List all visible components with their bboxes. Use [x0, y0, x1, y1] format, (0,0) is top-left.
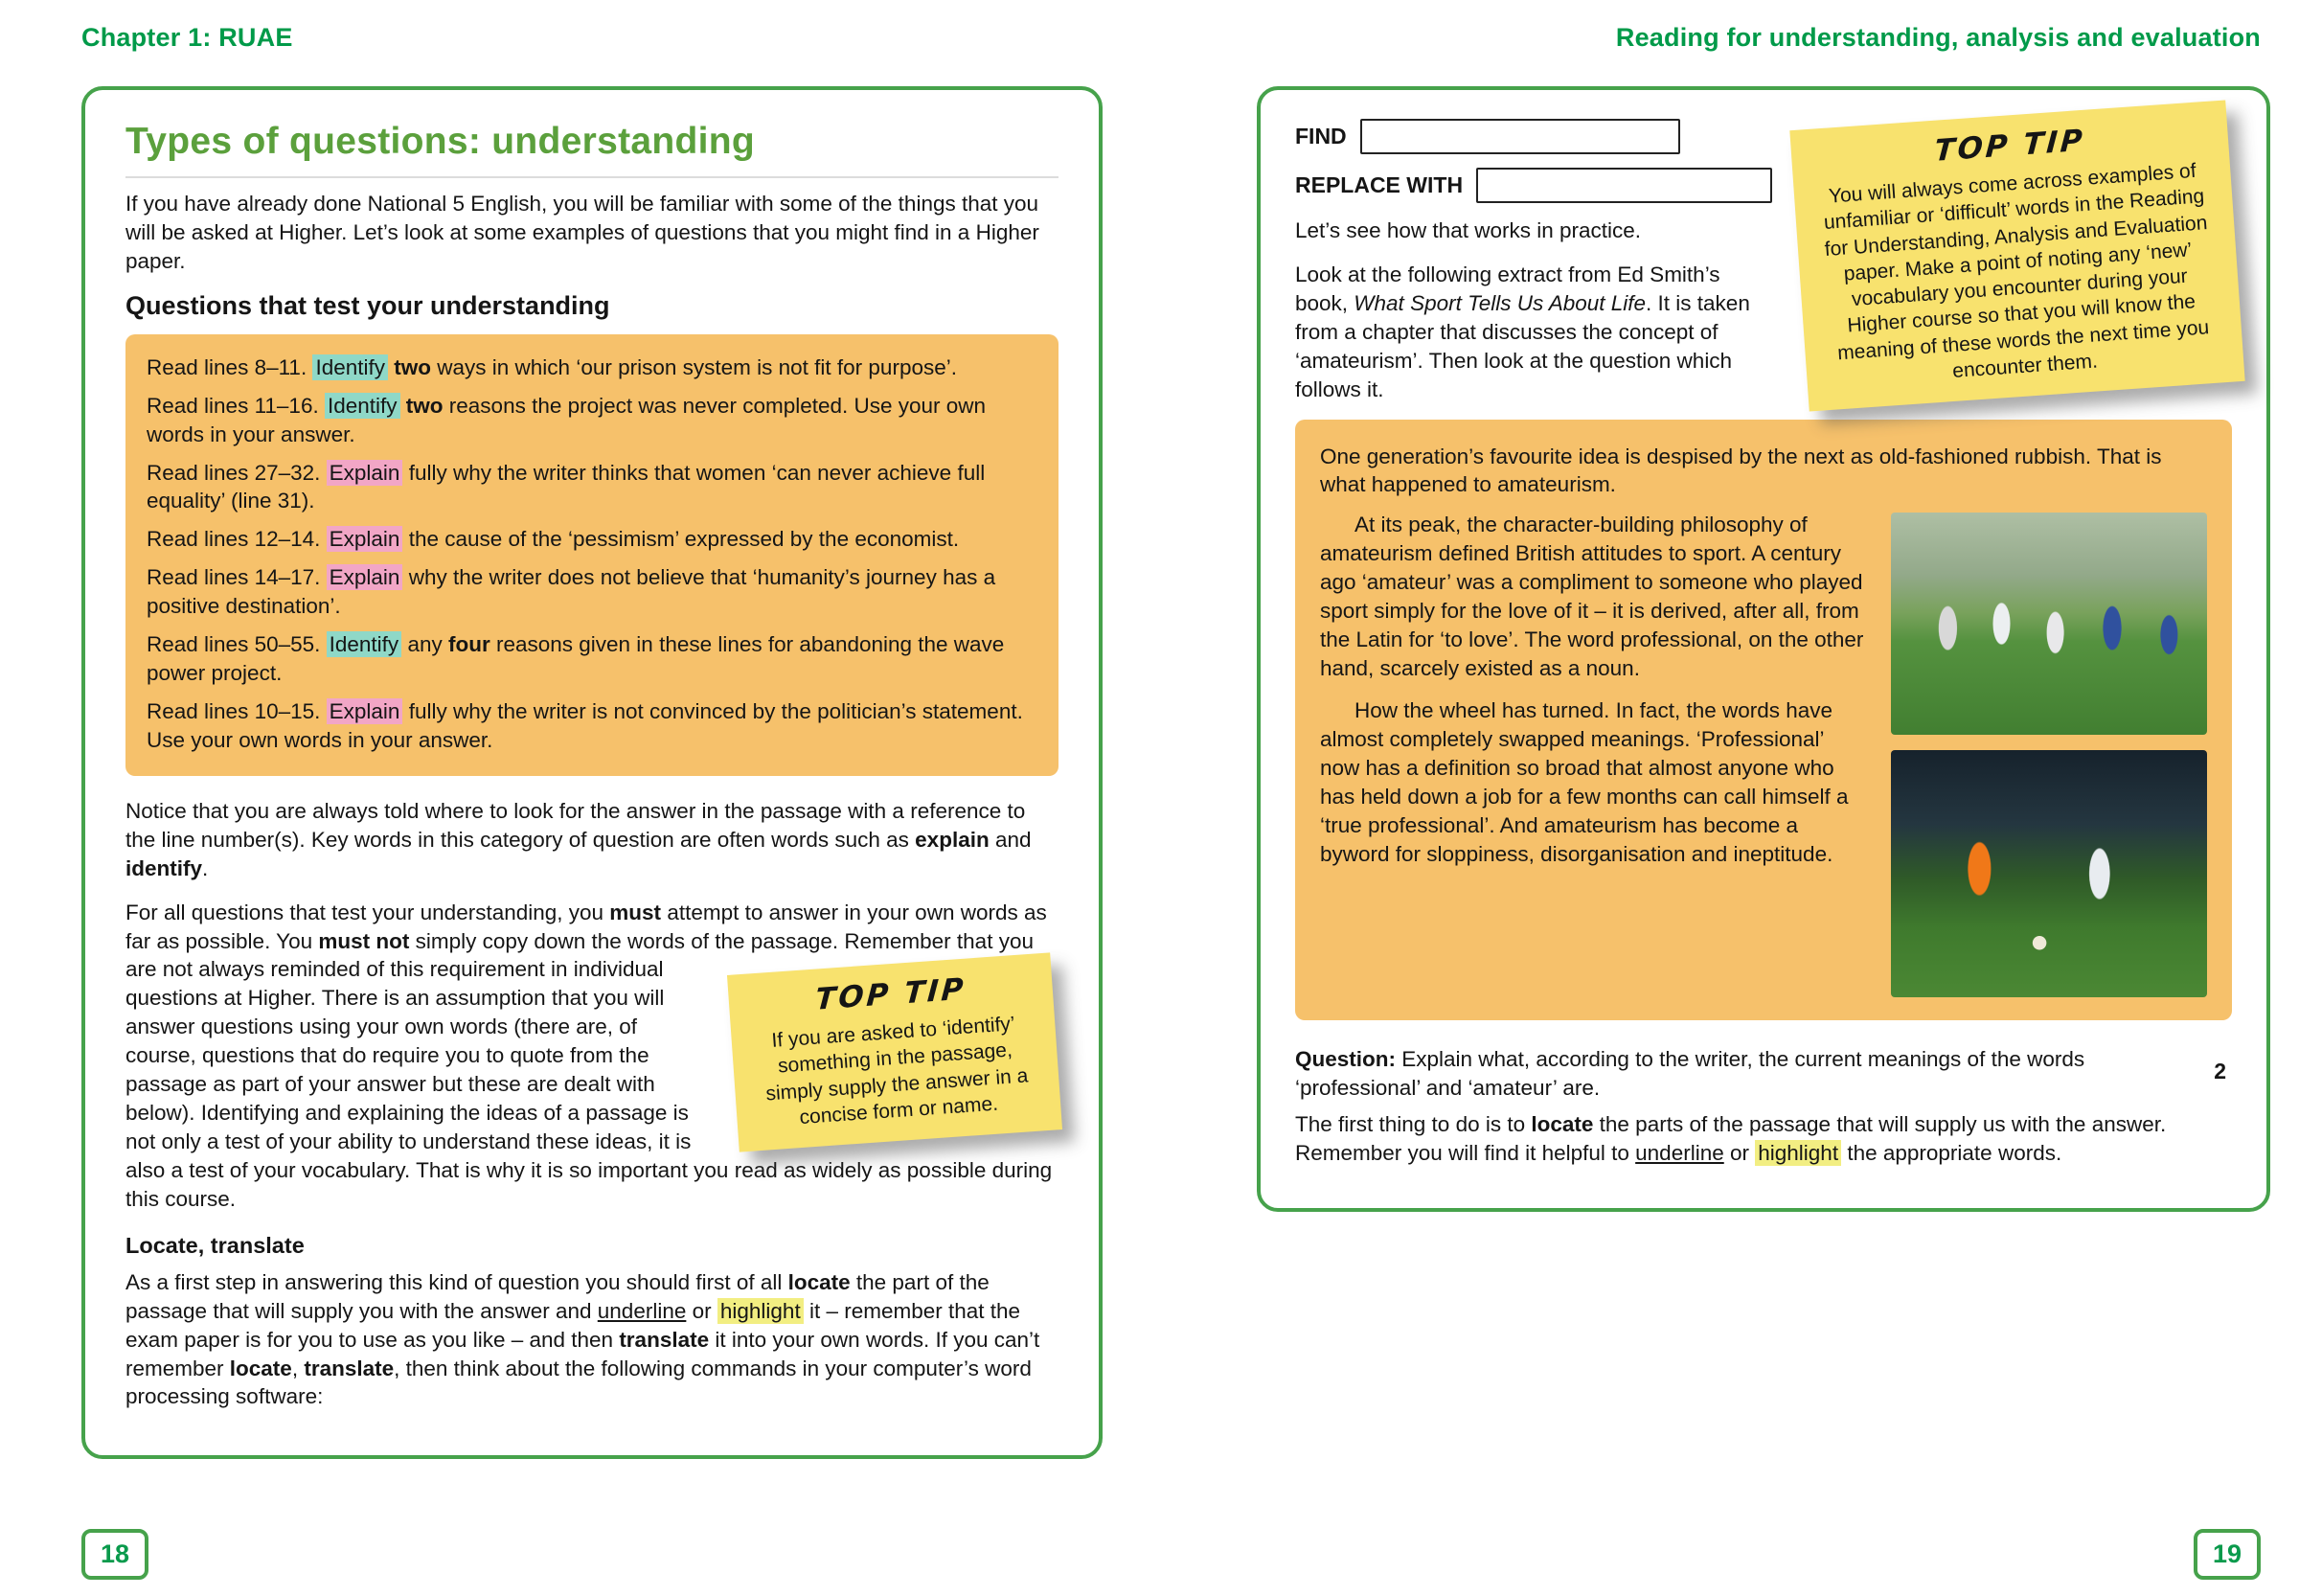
find-row — [1295, 119, 1772, 154]
find-label: FIND — [1295, 124, 1347, 148]
question-line — [1295, 1045, 2232, 1103]
notice-paragraph: Notice that you are always told where to look for the answer in the passage with a reference to the line number(s). Key words in this category of question are often words such as explain and identify. — [125, 798, 1032, 880]
forall-paragraph: For all questions that test your understanding, you must attempt to answer in your own words as far as possible. You must not simply copy down the words of the passage. Remember that you are not always reminded of this requirement in individual questions at Higher. There is an assumption that you will answer questions using your own words (there are, of course, questions that do require you to quote from the passage as part of your answer but these are dealt with below). Identifying and explaining the ideas of a passage is not only a test of your ability to understand these ideas, it is also a test of your vocabulary. That is why it is so important you read as widely as possible during this course. — [125, 900, 1053, 1211]
question-item: Read lines 12–14. Explain the cause of the ‘pessimism’ expressed by the economist. — [147, 527, 960, 552]
top-tip-note-right — [1789, 100, 2244, 411]
question-text: Question: Explain what, according to the writer, the current meanings of the words ‘professional’ and ‘amateur’ are. — [1295, 1047, 2085, 1101]
page-number-left: 18 — [81, 1529, 148, 1580]
locate-paragraph: As a first step in answering this kind of question you should first of all locate the part of the passage that will supply you with the answer and underline or highlight it – remember that the exam paper is for you to use as you like – and then translate it into your own words. If you can’t remember locate, translate, then think about the following commands in your computer’s word processing software: — [125, 1269, 1040, 1409]
top-tip-title-right: TOP TIP — [1933, 123, 2086, 169]
chapter-header: Chapter 1: RUAE — [81, 23, 293, 52]
question-item: Read lines 14–17. Explain why the writer does not believe that ‘humanity’s journey has a positive destination’. — [147, 565, 996, 619]
first-step-paragraph: The first thing to do is to locate the parts of the passage that will supply us with the answer. Remember you will find it helpful to underline or highlight the appropriate words. — [1295, 1112, 2167, 1166]
question-item: Read lines 27–32. Explain fully why the writer thinks that women ‘can never achieve full equality’ (line 31). — [147, 460, 986, 513]
locate-translate-heading: Locate, translate — [125, 1232, 305, 1258]
find-input[interactable] — [1360, 119, 1680, 154]
top-tip-note-left — [727, 952, 1062, 1151]
left-page-panel — [81, 86, 1103, 1459]
practice-line: Let’s see how that works in practice. — [1295, 218, 1642, 242]
page-number-right: 19 — [2194, 1529, 2261, 1580]
football-players-photo — [1891, 750, 2207, 997]
extract-paragraph-3: How the wheel has turned. In fact, the words have almost completely swapped meanings. ‘Professional’ now has a definition so broad that almost anyone who has held down a job for a few months can call himself a ‘true professional’. And amateurism has become a byword for sloppiness, disorganisation and ineptitude. — [1320, 697, 1849, 866]
section-header: Reading for understanding, analysis and evaluation — [1615, 23, 2261, 52]
right-page-panel — [1257, 86, 2270, 1212]
extract-paragraph-1: One generation’s favourite idea is despised by the next as old-fashioned rubbish. That is what happened to amateurism. — [1320, 444, 2162, 497]
extract-intro-paragraph: Look at the following extract from Ed Smith’s book, What Sport Tells Us About Life. It is taken from a chapter that discusses the concept of ‘amateurism’. Then look at the question which follows it. — [1295, 262, 1750, 401]
question-item: Read lines 8–11. Identify two ways in which ‘our prison system is not fit for purpose’. — [147, 354, 957, 379]
top-tip-title: TOP TIP — [813, 971, 967, 1017]
question-item: Read lines 10–15. Explain fully why the writer is not convinced by the politician’s statement. Use your own words in your answer. — [147, 698, 1023, 752]
question-item: Read lines 50–55. Identify any four reasons given in these lines for abandoning the wave power project. — [147, 632, 1005, 686]
football-match-photo — [1891, 513, 2207, 735]
question-item: Read lines 11–16. Identify two reasons the project was never completed. Use your own words in your answer. — [147, 393, 987, 446]
replace-row — [1295, 168, 1772, 203]
forall-section — [125, 899, 1058, 1229]
top-tip-text-right: You will always come across examples of unfamiliar or ‘difficult’ words in the Reading for Understanding, Analysis and Evaluation paper. Make a point of noting any ‘new’ vocabulary you encounter during your Higher course so that you will know the meaning of these words the next time you encounter them. — [1823, 159, 2210, 383]
extract-box — [1295, 420, 2232, 1021]
replace-input[interactable] — [1476, 168, 1772, 203]
extract-paragraph-2: At its peak, the character-building philosophy of amateurism defined British attitudes to sport. A century ago ‘amateur’ was a compliment to someone who played sport simply for the love of it – it is derived, after all, from the Latin for ‘to love’. The word professional, on the other hand, scarcely existed as a noun. — [1320, 513, 1864, 680]
replace-label: REPLACE WITH — [1295, 172, 1464, 197]
top-tip-text: If you are asked to ‘identify’ something in the passage, simply supply the answer in a concise form or name. — [764, 1012, 1029, 1129]
photos-column — [1891, 513, 2207, 997]
intro-paragraph: If you have already done National 5 English, you will be familiar with some of the things that you will be asked at Higher. Let’s look at some examples of questions that you might find in a Higher paper. — [125, 192, 1039, 273]
page-title: Types of questions: understanding — [125, 121, 1058, 178]
understanding-heading: Questions that test your understanding — [125, 290, 610, 320]
marks-value: 2 — [2214, 1059, 2226, 1084]
questions-box — [125, 334, 1058, 776]
